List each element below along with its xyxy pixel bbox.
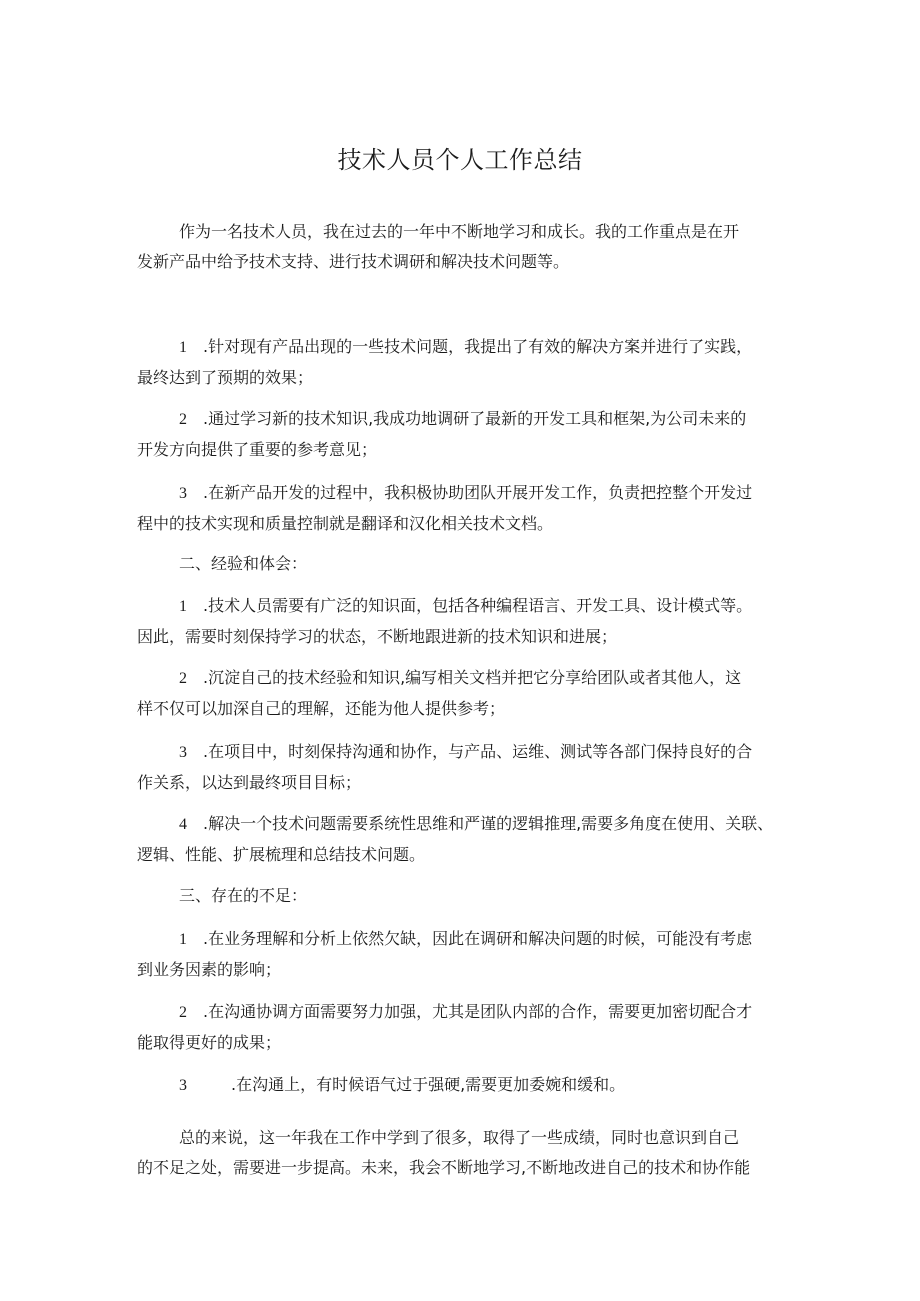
item-line-1: .在业务理解和分析上依然欠缺，因此在调研和解决问题的时候，可能没有考虑: [203, 929, 753, 948]
item-number: 1: [179, 598, 187, 615]
item-line-2: 开发方向提供了重要的参考意见；: [137, 440, 378, 459]
item-number: 2: [179, 1004, 187, 1021]
item-line-2: 因此，需要时刻保持学习的状态，不断地跟进新的技术知识和进展；: [137, 627, 618, 646]
item-line-1: .沉淀自己的技术经验和知识,编写相关文档并把它分享给团队或者其他人，这: [203, 668, 742, 687]
intro-line-2: 发新产品中给予技术支持、进行技术调研和解决技术问题等。: [137, 252, 570, 271]
item-number: 2: [179, 670, 187, 687]
achievement-item-1: [137, 332, 787, 393]
section-3-item-1: [137, 924, 787, 985]
item-line-1: .在沟通协调方面需要努力加强，尤其是团队内部的合作，需要更加密切配合才: [203, 1002, 753, 1021]
item-number: 1: [179, 931, 187, 948]
item-number: 3: [179, 1077, 187, 1094]
item-line-2: 样不仅可以加深自己的理解，还能为他人提供参考；: [137, 699, 506, 718]
item-line-2: 作关系，以达到最终项目目标；: [137, 773, 362, 792]
item-number: 3: [179, 485, 187, 502]
item-line-1: .在项目中，时刻保持沟通和协作，与产品、运维、测试等各部门保持良好的合: [203, 742, 753, 761]
conclusion-line-2: 的不足之处，需要进一步提高。未来，我会不断地学习,不断地改进自己的技术和协作能: [137, 1158, 751, 1177]
achievement-item-2: [137, 404, 787, 465]
item-line-1: .通过学习新的技术知识,我成功地调研了最新的开发工具和框架,为公司未来的: [203, 409, 747, 428]
section-2-item-2: [137, 663, 787, 724]
conclusion-paragraph: [137, 1123, 787, 1183]
section-2-heading: 二、经验和体会：: [179, 554, 308, 573]
item-number: 2: [179, 411, 187, 428]
section-3-item-3: [137, 1070, 787, 1101]
item-line-2: 能取得更好的成果；: [137, 1033, 282, 1052]
item-number: 3: [179, 744, 187, 761]
intro-paragraph: [137, 217, 787, 277]
item-number: 4: [179, 816, 187, 833]
document-title: 技术人员个人工作总结: [337, 146, 583, 174]
section-3-item-2: [137, 997, 787, 1058]
item-number: 1: [179, 339, 187, 356]
conclusion-line-1: 总的来说，这一年我在工作中学到了很多，取得了一些成绩，同时也意识到自己: [179, 1128, 740, 1147]
section-2-item-4: [137, 809, 787, 870]
item-line-2: 最终达到了预期的效果；: [137, 368, 314, 387]
intro-line-1: 作为一名技术人员，我在过去的一年中不断地学习和成长。我的工作重点是在开: [179, 222, 740, 241]
item-line-2: 逻辑、性能、扩展梳理和总结技术问题。: [137, 845, 426, 864]
item-line-1: .在沟通上，有时候语气过于强硬,需要更加委婉和缓和。: [231, 1075, 626, 1094]
section-3-heading: 三、存在的不足：: [179, 886, 308, 905]
item-line-2: 程中的技术实现和质量控制就是翻译和汉化相关技术文档。: [137, 514, 554, 533]
section-2-item-1: [137, 591, 787, 652]
item-line-1: .技术人员需要有广泛的知识面，包括各种编程语言、开发工具、设计模式等。: [203, 596, 753, 615]
achievement-item-3: [137, 478, 787, 539]
item-line-1: .在新产品开发的过程中，我积极协助团队开展开发工作，负责把控整个开发过: [203, 483, 753, 502]
item-line-1: .针对现有产品出现的一些技术问题，我提出了有效的解决方案并进行了实践，: [203, 337, 753, 356]
section-2-item-3: [137, 737, 787, 798]
item-line-1: .解决一个技术问题需要系统性思维和严谨的逻辑推理,需要多角度在使用、关联、: [203, 814, 774, 833]
item-line-2: 到业务因素的影响；: [137, 960, 282, 979]
